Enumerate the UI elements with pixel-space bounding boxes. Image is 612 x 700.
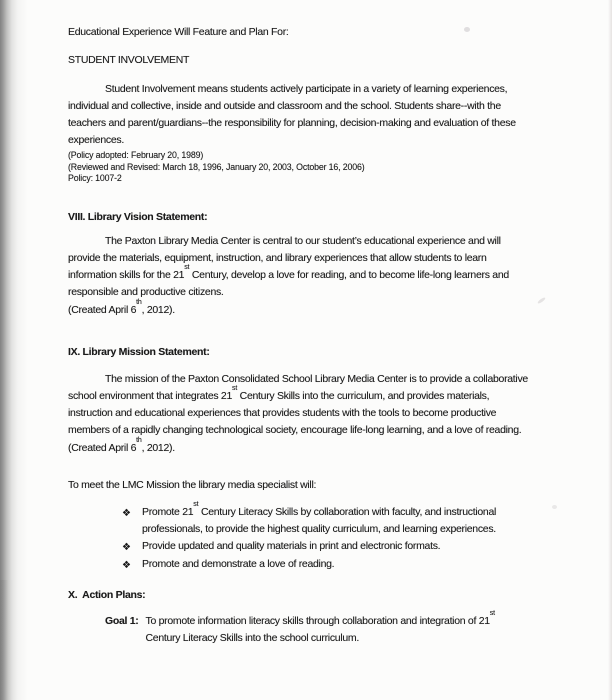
text-segment: school environment that integrates 21 [68,389,233,402]
diamond-bullet-icon: ❖ [122,559,131,571]
diamond-bullet-icon: ❖ [122,541,131,553]
text-segment: information skills for the 21 [68,268,185,281]
mission-created-date [68,437,578,457]
text-line [146,630,495,647]
superscript: st [232,385,238,392]
student-involvement-heading: STUDENT INVOLVEMENT [68,54,190,66]
text-line [68,284,578,301]
bullet-text [142,538,578,556]
text-segment: teachers and parent/guardians--the responsibility for planning, decision-making and evaluation of these [68,117,516,129]
text-segment: Century Literacy Skills by collaboration with faculty, and instructional [198,505,497,518]
vision-created-date [68,299,578,319]
policy-number-line: Policy: 1007-2 [68,173,122,183]
text-line [68,422,578,439]
action-plans-heading: X. Action Plans: [68,588,146,601]
text-segment: Century Skills into the curriculum, and provides materials, [237,389,490,402]
text-line [68,264,578,284]
text-line [145,610,495,630]
policy-notes [68,150,578,185]
scan-left-edge-shadow [0,580,14,700]
text-line [68,98,578,115]
superscript: st [489,610,495,617]
text-segment: professionals, to provide the highest quality curriculum, and learning experiences. [142,522,496,535]
scan-right-edge [608,0,612,700]
text-segment: Promote 21 [142,505,194,518]
bullet-text [142,501,578,538]
text-segment: (Created April 6 [68,303,137,316]
document-content [68,24,578,647]
text-segment: experiences. [68,134,124,146]
text-line [142,501,578,521]
vision-statement-paragraph [68,233,578,301]
text-segment: (Created April 6 [68,441,137,454]
mission-statement-paragraph [68,371,578,439]
goal-1-text [145,610,495,647]
lmc-bullet-list [68,501,578,574]
goal-1 [105,610,578,647]
superscript: st [193,501,199,508]
text-segment: The Paxton Library Media Center is central to our student’s educational experience and will [105,234,501,247]
text-segment: instruction and educational experiences that provides students with the tools to become productive [68,406,497,419]
text-line [68,115,578,132]
text-segment: To promote information literacy skills through collaboration and integration of 21 [145,614,490,627]
superscript: th [136,437,142,444]
diamond-bullet-icon: ❖ [122,507,131,519]
text-segment: members of a rapidly changing technological society, encourage life-long learning, and a love of reading. [68,423,522,436]
text-line [68,385,578,405]
policy-adopted-line: (Policy adopted: February 20, 1989) [68,150,204,160]
text-line [68,371,578,388]
text-segment: responsible and productive citizens. [68,285,224,298]
bullet-text [142,556,578,574]
text-line [142,521,578,538]
text-line [142,556,578,573]
text-segment: Student Involvement means students actively participate in a variety of learning experiences, [105,83,508,95]
policy-revised-line: (Reviewed and Revised: March 18, 1996, January 20, 2003, October 16, 2006) [68,161,365,172]
list-item [68,556,578,574]
list-item [68,501,578,538]
text-segment: individual and collective, inside and outside and classroom and the school. Students share--with the [68,100,501,112]
vision-statement-heading: VIII. Library Vision Statement: [68,210,208,223]
text-segment: provide the materials, equipment, instruction, and library experiences that allow students to learn [68,251,487,264]
text-line [68,233,578,250]
text-segment: Promote and demonstrate a love of reading. [142,557,335,570]
intro-heading: Educational Experience Will Feature and Plan For: [68,26,289,38]
text-line [68,132,578,149]
list-item [68,538,578,556]
text-segment: , 2012). [141,303,175,316]
goal-1-label: Goal 1: [105,614,139,627]
text-segment: Century, develop a love for reading, and to become life-long learners and [189,268,509,281]
text-segment: The mission of the Paxton Consolidated School Library Media Center is to provide a collaborative [105,372,528,385]
text-segment: , 2012). [141,441,175,454]
text-line [68,250,578,267]
superscript: th [136,299,142,306]
text-line [142,538,578,555]
text-line [68,81,578,98]
text-segment: Provide updated and quality materials in print and electronic formats. [142,539,441,552]
student-involvement-paragraph [68,81,578,149]
mission-statement-heading: IX. Library Mission Statement: [68,345,210,358]
text-segment: Century Literacy Skills into the school curriculum. [145,631,359,644]
superscript: st [184,264,190,271]
lmc-mission-intro: To meet the LMC Mission the library media specialist will: [68,478,317,491]
text-line [68,405,578,422]
